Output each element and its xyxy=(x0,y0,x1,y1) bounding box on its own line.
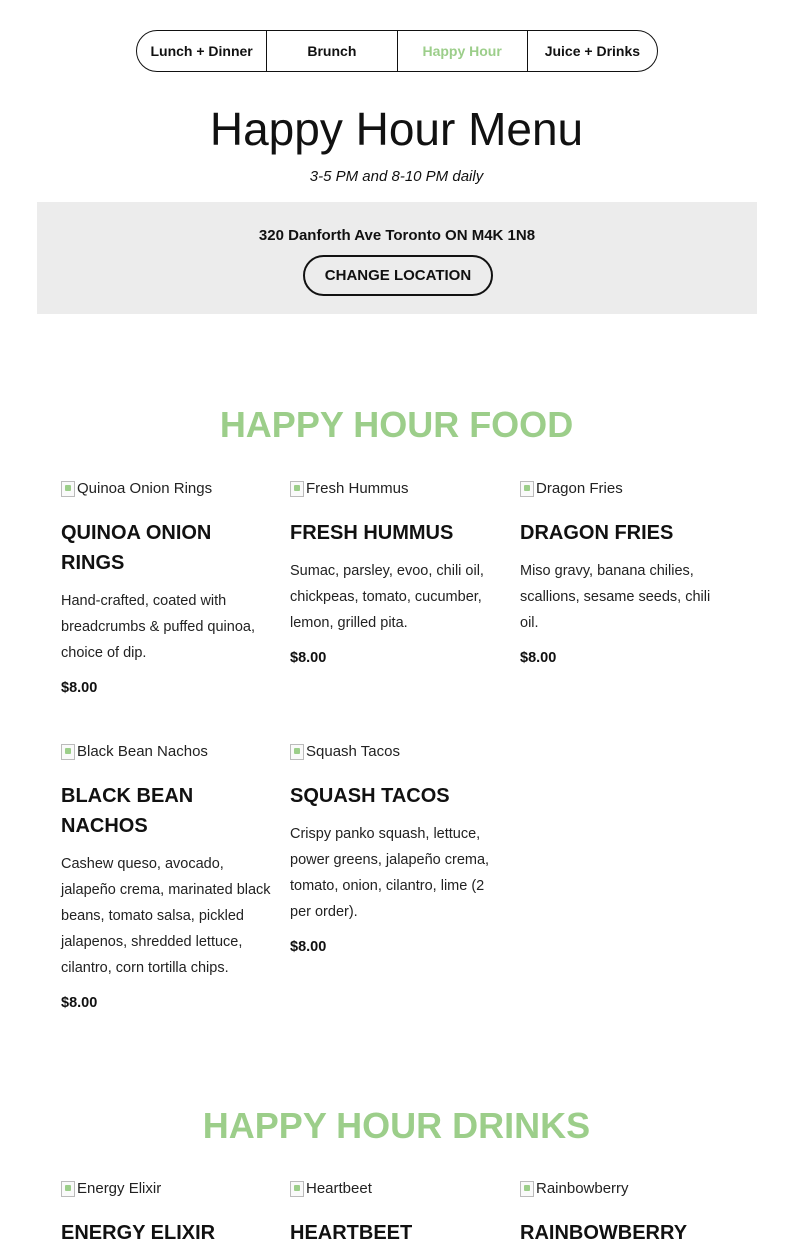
broken-image-icon xyxy=(520,481,534,497)
menu-item xyxy=(61,1176,273,1248)
broken-image-icon xyxy=(290,481,304,497)
menu-item xyxy=(520,1176,732,1248)
item-price: $8.00 xyxy=(290,650,327,666)
location-panel xyxy=(37,202,757,314)
item-image xyxy=(290,1176,502,1202)
menu-tabs xyxy=(136,30,658,72)
item-name: RAINBOWBERRY xyxy=(520,1222,688,1244)
item-image-alt: Dragon Fries xyxy=(536,480,623,497)
broken-image-icon xyxy=(61,481,75,497)
change-location-button[interactable]: CHANGE LOCATION xyxy=(303,255,493,296)
item-name: FRESH HUMMUS xyxy=(290,522,454,544)
item-price: $8.00 xyxy=(290,939,327,955)
item-image-alt: Heartbeet xyxy=(306,1180,372,1197)
item-description: Cashew queso, avocado, jalapeño crema, marinated black beans, tomato salsa, pickled jalapenos, shredded lettuce, cilantro, corn tortilla chips. xyxy=(61,856,271,976)
item-image-alt: Squash Tacos xyxy=(306,743,400,760)
item-image xyxy=(290,476,502,502)
item-price: $8.00 xyxy=(61,995,98,1011)
item-price: $8.00 xyxy=(520,650,557,666)
menu-item xyxy=(290,739,502,957)
menu-item xyxy=(61,739,273,1013)
tab-brunch[interactable]: Brunch xyxy=(267,31,397,71)
location-address: 320 Danforth Ave Toronto ON M4K 1N8 xyxy=(258,227,536,244)
menu-item xyxy=(290,476,502,668)
item-description: Sumac, parsley, evoo, chili oil, chickpeas, tomato, cucumber, lemon, grilled pita. xyxy=(290,563,484,631)
broken-image-icon xyxy=(61,1181,75,1197)
item-name: HEARTBEET xyxy=(290,1222,413,1244)
menu-item xyxy=(61,476,273,698)
item-description: Hand-crafted, coated with breadcrumbs & puffed quinoa, choice of dip. xyxy=(61,593,256,661)
broken-image-icon xyxy=(290,1181,304,1197)
tab-juice-drinks[interactable]: Juice + Drinks xyxy=(544,43,641,59)
item-name: DRAGON FRIES xyxy=(520,522,674,544)
broken-image-icon xyxy=(61,744,75,760)
item-image-alt: Energy Elixir xyxy=(77,1180,162,1197)
item-name: ENERGY ELIXIR xyxy=(61,1222,216,1244)
item-image xyxy=(61,1176,273,1202)
item-description: Miso gravy, banana chilies, scallions, sesame seeds, chili oil. xyxy=(520,563,711,631)
item-image xyxy=(61,739,273,765)
food-section-title: HAPPY HOUR FOOD xyxy=(219,404,574,445)
item-name: BLACK BEAN NACHOS xyxy=(61,785,194,837)
broken-image-icon xyxy=(520,1181,534,1197)
item-description: Crispy panko squash, lettuce, power greens, jalapeño crema, tomato, onion, cilantro, lime (2 per order). xyxy=(290,826,490,920)
item-image xyxy=(61,476,273,502)
menu-item xyxy=(520,476,732,668)
hours-subtitle: 3-5 PM and 8-10 PM daily xyxy=(309,168,484,185)
item-image xyxy=(520,476,732,502)
page-title: Happy Hour Menu xyxy=(209,103,584,155)
menu-item xyxy=(290,1176,502,1248)
item-name: QUINOA ONION RINGS xyxy=(61,522,212,574)
item-image-alt: Black Bean Nachos xyxy=(77,743,208,760)
broken-image-icon xyxy=(290,744,304,760)
item-price: $8.00 xyxy=(61,680,98,696)
tab-lunch-dinner[interactable]: Lunch + Dinner xyxy=(137,31,267,71)
item-image xyxy=(290,739,502,765)
item-image-alt: Quinoa Onion Rings xyxy=(77,480,213,497)
item-name: SQUASH TACOS xyxy=(290,785,450,807)
drinks-section-title: HAPPY HOUR DRINKS xyxy=(202,1105,591,1146)
item-image-alt: Rainbowberry xyxy=(536,1180,629,1197)
item-image xyxy=(520,1176,732,1202)
tab-happy-hour[interactable]: Happy Hour xyxy=(398,31,528,71)
item-image-alt: Fresh Hummus xyxy=(306,480,409,497)
